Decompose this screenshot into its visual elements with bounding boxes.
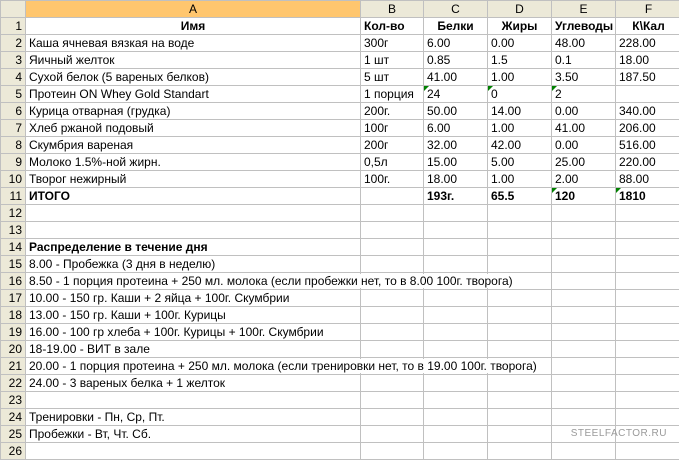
row-header[interactable]: 12 [1,205,26,222]
food-name-cell[interactable]: Яичный желток [26,52,361,69]
row-header[interactable]: 14 [1,239,26,256]
empty-cell[interactable] [488,409,552,426]
food-protein-cell[interactable]: 6.00 [424,35,488,52]
empty-cell[interactable] [488,290,552,307]
column-header-c[interactable]: C [424,1,488,18]
schedule-item-row-cell[interactable] [26,358,361,375]
food-qty-cell[interactable]: 300г [361,35,424,52]
row-header[interactable]: 11 [1,188,26,205]
empty-cell[interactable] [552,273,616,290]
food-fat-cell[interactable]: 14.00 [488,103,552,120]
empty-cell[interactable] [361,222,424,239]
empty-cell[interactable] [616,358,679,375]
food-name-cell[interactable]: Курица отварная (грудка) [26,103,361,120]
empty-cell[interactable] [361,290,424,307]
column-header-b[interactable]: B [361,1,424,18]
table-row [1,171,679,188]
empty-cell[interactable] [424,205,488,222]
empty-cell[interactable] [616,443,679,460]
row-header[interactable]: 2 [1,35,26,52]
food-fat-cell[interactable]: 1.00 [488,171,552,188]
table-header-row [1,18,679,35]
empty-row-cell[interactable] [26,443,361,460]
header-cell-kcal[interactable]: К\Кал [616,18,679,35]
column-header-e[interactable]: E [552,1,616,18]
empty-cell[interactable] [424,290,488,307]
empty-cell[interactable] [616,341,679,358]
header-cell-protein[interactable]: Белки [424,18,488,35]
schedule-item-row [1,341,679,358]
empty-cell[interactable] [488,324,552,341]
empty-cell[interactable] [616,256,679,273]
row-header[interactable]: 19 [1,324,26,341]
food-kcal-cell[interactable] [616,86,679,103]
empty-cell[interactable] [552,409,616,426]
empty-cell[interactable] [424,256,488,273]
schedule-item-row [1,307,679,324]
schedule-item-row [1,375,679,392]
total-kcal-cell[interactable]: 1810 [616,188,679,205]
column-header-a[interactable]: A [26,1,361,18]
row-header[interactable]: 9 [1,154,26,171]
notes-table-body [1,205,679,460]
table-row [1,154,679,171]
food-name-cell[interactable]: Хлеб ржаной подовый [26,120,361,137]
food-fat-cell[interactable]: 5.00 [488,154,552,171]
row-header[interactable]: 5 [1,86,26,103]
row-header[interactable]: 22 [1,375,26,392]
food-kcal-cell[interactable]: 206.00 [616,120,679,137]
empty-cell[interactable] [424,239,488,256]
food-name-cell[interactable]: Творог нежирный [26,171,361,188]
row-header[interactable]: 7 [1,120,26,137]
food-protein-cell[interactable]: 15.00 [424,154,488,171]
schedule-item-row-cell[interactable] [26,256,361,273]
foods-table-body [1,35,679,188]
empty-cell[interactable] [361,341,424,358]
row-header[interactable]: 10 [1,171,26,188]
empty-row [1,443,679,460]
training-row [1,409,679,426]
food-carbs-cell[interactable]: 25.00 [552,154,616,171]
food-name-cell[interactable]: Скумбрия вареная [26,137,361,154]
food-protein-cell[interactable]: 6.00 [424,120,488,137]
schedule-item-row-text: 20.00 - 1 порция протеина + 250 мл. молока (если тренировки нет, то в 19.00 100г. творога) [29,359,539,373]
empty-cell[interactable] [424,375,488,392]
food-carbs-cell[interactable]: 0.00 [552,103,616,120]
row-header[interactable]: 25 [1,426,26,443]
empty-cell[interactable] [616,307,679,324]
empty-cell[interactable] [361,307,424,324]
schedule-item-row [1,324,679,341]
row-header[interactable]: 13 [1,222,26,239]
empty-cell[interactable] [424,426,488,443]
food-qty-cell[interactable]: 1 порция [361,86,424,103]
row-header[interactable]: 23 [1,392,26,409]
row-header[interactable]: 6 [1,103,26,120]
total-qty-cell[interactable] [361,188,424,205]
empty-row [1,222,679,239]
empty-cell[interactable] [361,256,424,273]
schedule-item-row-text: 10.00 - 150 гр. Каши + 2 яйца + 100г. Скумбрии [29,291,291,305]
total-protein-cell[interactable]: 193г. [424,188,488,205]
empty-cell[interactable] [424,409,488,426]
empty-cell[interactable] [361,205,424,222]
food-protein-cell[interactable]: 24 [424,86,488,103]
row-header[interactable]: 1 [1,18,26,35]
empty-cell[interactable] [552,341,616,358]
schedule-item-row [1,358,679,375]
empty-cell[interactable] [488,239,552,256]
table-row [1,120,679,137]
training-row-cell[interactable] [26,409,361,426]
food-fat-cell[interactable]: 0 [488,86,552,103]
empty-cell[interactable] [552,358,616,375]
food-carbs-cell[interactable]: 3.50 [552,69,616,86]
food-protein-cell[interactable]: 32.00 [424,137,488,154]
food-protein-cell[interactable]: 50.00 [424,103,488,120]
food-kcal-cell[interactable]: 340.00 [616,103,679,120]
food-qty-cell[interactable]: 5 шт [361,69,424,86]
empty-cell[interactable] [424,307,488,324]
column-header-f[interactable]: F [616,1,679,18]
food-kcal-cell[interactable]: 187.50 [616,69,679,86]
food-kcal-cell[interactable]: 220.00 [616,154,679,171]
schedule-item-row-text: 18-19.00 - ВИТ в зале [29,342,152,356]
schedule-item-row-cell[interactable] [26,341,361,358]
row-header[interactable]: 21 [1,358,26,375]
empty-cell[interactable] [488,426,552,443]
food-kcal-cell[interactable]: 228.00 [616,35,679,52]
food-carbs-cell[interactable]: 2 [552,86,616,103]
schedule-item-row-cell[interactable] [26,324,361,341]
empty-cell[interactable] [488,341,552,358]
food-kcal-cell[interactable]: 88.00 [616,171,679,188]
empty-cell[interactable] [552,290,616,307]
empty-cell[interactable] [488,222,552,239]
total-label-cell[interactable]: ИТОГО [26,188,361,205]
food-fat-cell[interactable]: 1.00 [488,69,552,86]
food-kcal-cell[interactable]: 516.00 [616,137,679,154]
table-row [1,103,679,120]
training-row-text: Пробежки - Вт, Чт. Сб. [29,427,153,441]
empty-row-cell[interactable] [26,222,361,239]
empty-row [1,205,679,222]
row-header[interactable]: 3 [1,52,26,69]
empty-cell[interactable] [424,443,488,460]
select-all-corner[interactable] [1,1,26,18]
empty-cell[interactable] [361,443,424,460]
food-qty-cell[interactable]: 0,5л [361,154,424,171]
schedule-item-row-text: 8.50 - 1 порция протеина + 250 мл. молока (если пробежки нет, то в 8.00 100г. творога) [29,274,515,288]
empty-cell[interactable] [616,205,679,222]
empty-cell[interactable] [552,443,616,460]
food-protein-cell[interactable]: 0.85 [424,52,488,69]
empty-cell[interactable] [361,409,424,426]
food-protein-cell[interactable]: 41.00 [424,69,488,86]
header-cell-fat[interactable]: Жиры [488,18,552,35]
row-header[interactable]: 20 [1,341,26,358]
header-cell-name[interactable]: Имя [26,18,361,35]
total-carbs-cell[interactable]: 120 [552,188,616,205]
empty-cell[interactable] [616,239,679,256]
empty-row-cell[interactable] [26,392,361,409]
empty-row-cell[interactable] [26,205,361,222]
food-qty-cell[interactable]: 100г. [361,171,424,188]
schedule-item-row-cell[interactable] [26,307,361,324]
empty-cell[interactable] [424,222,488,239]
food-qty-cell[interactable]: 200г [361,137,424,154]
schedule-item-row-text: 8.00 - Пробежка (3 дня в неделю) [29,257,217,271]
training-row-text: Тренировки - Пн, Ср, Пт. [29,410,167,424]
row-header[interactable]: 17 [1,290,26,307]
header-cell-carbs[interactable]: Углеводы [552,18,616,35]
empty-cell[interactable] [488,205,552,222]
empty-cell[interactable] [488,392,552,409]
empty-cell[interactable] [616,375,679,392]
row-header[interactable]: 8 [1,137,26,154]
food-fat-cell[interactable]: 1.00 [488,120,552,137]
empty-cell[interactable] [552,392,616,409]
column-header-row [1,1,679,18]
empty-cell[interactable] [488,375,552,392]
food-fat-cell[interactable]: 0.00 [488,35,552,52]
schedule-item-row [1,256,679,273]
food-fat-cell[interactable]: 1.5 [488,52,552,69]
food-name-cell[interactable]: Сухой белок (5 вареных белков) [26,69,361,86]
schedule-title-row-text: Распределение в течение дня [29,240,210,254]
schedule-item-row-text: 13.00 - 150 гр. Каши + 100г. Курицы [29,308,228,322]
table-row [1,86,679,103]
table-row [1,137,679,154]
empty-cell[interactable] [552,205,616,222]
food-qty-cell[interactable]: 100г [361,120,424,137]
food-kcal-cell[interactable]: 18.00 [616,52,679,69]
table-row [1,69,679,86]
schedule-item-row-text: 16.00 - 100 гр хлеба + 100г. Курицы + 100г. Скумбрии [29,325,326,339]
empty-cell[interactable] [616,222,679,239]
food-name-cell[interactable]: Молоко 1.5%-ной жирн. [26,154,361,171]
empty-cell[interactable] [361,239,424,256]
food-carbs-cell[interactable]: 2.00 [552,171,616,188]
food-fat-cell[interactable]: 42.00 [488,137,552,154]
schedule-item-row-cell[interactable] [26,290,361,307]
row-header[interactable]: 15 [1,256,26,273]
empty-cell[interactable] [552,307,616,324]
row-header[interactable]: 24 [1,409,26,426]
empty-cell[interactable] [361,375,424,392]
empty-cell[interactable] [361,426,424,443]
empty-cell[interactable] [552,239,616,256]
empty-cell[interactable] [552,256,616,273]
schedule-title-row-cell[interactable] [26,239,361,256]
empty-cell[interactable] [616,324,679,341]
empty-row [1,392,679,409]
empty-cell[interactable] [424,341,488,358]
row-header[interactable]: 16 [1,273,26,290]
total-row [1,188,679,205]
food-carbs-cell[interactable]: 41.00 [552,120,616,137]
schedule-item-row-cell[interactable] [26,375,361,392]
food-name-cell[interactable]: Протеин ON Whey Gold Standart [26,86,361,103]
empty-cell[interactable] [488,256,552,273]
food-carbs-cell[interactable]: 0.00 [552,137,616,154]
row-header[interactable]: 4 [1,69,26,86]
empty-cell[interactable] [616,273,679,290]
food-qty-cell[interactable]: 1 шт [361,52,424,69]
row-header[interactable]: 26 [1,443,26,460]
column-header-d[interactable]: D [488,1,552,18]
schedule-title-row [1,239,679,256]
row-header[interactable]: 18 [1,307,26,324]
training-row-cell[interactable] [26,426,361,443]
empty-cell[interactable] [488,307,552,324]
food-name-cell[interactable]: Каша ячневая вязкая на воде [26,35,361,52]
empty-cell[interactable] [552,324,616,341]
empty-cell[interactable] [361,392,424,409]
empty-cell[interactable] [424,392,488,409]
empty-cell[interactable] [616,290,679,307]
schedule-item-row-cell[interactable] [26,273,361,290]
watermark-text: STEELFACTOR.RU [571,428,667,439]
empty-cell[interactable] [616,409,679,426]
food-protein-cell[interactable]: 18.00 [424,171,488,188]
empty-cell[interactable] [488,443,552,460]
table-row [1,52,679,69]
food-carbs-cell[interactable]: 0.1 [552,52,616,69]
food-carbs-cell[interactable]: 48.00 [552,35,616,52]
food-qty-cell[interactable]: 200г. [361,103,424,120]
schedule-item-row-text: 24.00 - 3 вареных белка + 1 желток [29,376,227,390]
empty-cell[interactable] [552,222,616,239]
empty-cell[interactable] [424,324,488,341]
header-cell-qty[interactable]: Кол-во [361,18,424,35]
empty-cell[interactable] [552,375,616,392]
empty-cell[interactable] [616,392,679,409]
schedule-item-row [1,273,679,290]
schedule-item-row [1,290,679,307]
table-row [1,35,679,52]
total-fat-cell[interactable]: 65.5 [488,188,552,205]
empty-cell[interactable] [361,324,424,341]
